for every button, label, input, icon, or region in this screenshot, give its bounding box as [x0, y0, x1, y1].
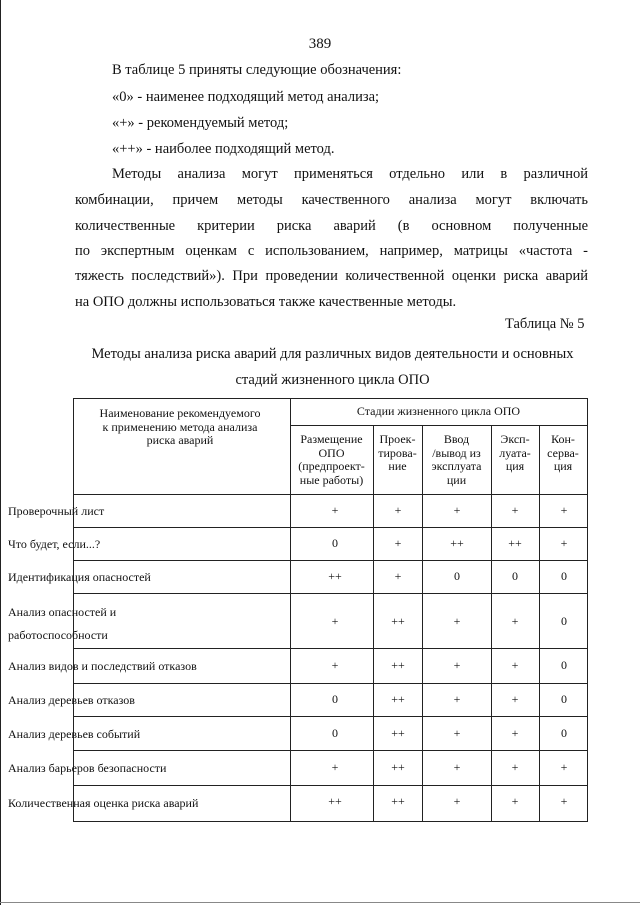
- scan-left-edge: [0, 0, 1, 905]
- method-name: Анализ видов и последствий отказов: [8, 659, 197, 673]
- stage-header-line: /вывод из: [432, 445, 481, 460]
- rating-cell: 0: [561, 692, 567, 706]
- table-hline: [74, 716, 587, 717]
- paragraph-line: Методы анализа могут применяться отдельно или в различной: [112, 166, 588, 182]
- rating-cell: 0: [454, 569, 460, 583]
- rating-cell: +: [331, 614, 339, 628]
- rating-cell: 0: [332, 536, 338, 550]
- rating-cell: +: [511, 614, 519, 628]
- rating-cell: +: [394, 536, 402, 550]
- stage-header-placement: [290, 433, 373, 487]
- table-title: Методы анализа риска аварий для различных видов деятельности и основных: [91, 346, 574, 362]
- stage-header-operation: [491, 433, 539, 474]
- method-name: работоспособности: [8, 628, 108, 642]
- stage-header-line: ние: [388, 459, 407, 473]
- rating-cell: 0: [332, 692, 338, 706]
- table-label: Таблица № 5: [505, 316, 585, 332]
- corner-header-line: к применению метода анализа: [102, 419, 258, 434]
- method-name: Проверочный лист: [8, 504, 105, 518]
- table-hline: [74, 750, 587, 751]
- rating-cell: ++: [450, 536, 464, 550]
- stage-header-line: Ввод: [443, 432, 470, 446]
- table-hline: [74, 560, 587, 561]
- group-header: Стадии жизненного цикла ОПО: [356, 404, 521, 418]
- corner-header: [80, 407, 280, 448]
- stage-header-line: ция: [505, 459, 525, 473]
- stage-header-line: эксплуата: [431, 459, 482, 473]
- rating-cell: 0: [561, 614, 567, 628]
- rating-cell: ++: [328, 569, 342, 583]
- paragraph-line: тяжесть последствий»). При проведении количественной оценки риска аварий: [75, 268, 588, 284]
- rating-cell: ++: [391, 794, 405, 808]
- rating-cell: 0: [561, 569, 567, 583]
- rating-cell: +: [560, 794, 568, 808]
- paragraph-line: по экспертным оценкам с использованием, например, матрицы «частота -: [75, 243, 588, 259]
- rating-cell: +: [331, 503, 339, 517]
- method-name: Анализ опасностей и: [8, 605, 117, 619]
- rating-cell: +: [511, 503, 519, 517]
- rating-cell: +: [453, 726, 461, 740]
- paragraph-line: количественные критерии риска аварий (в основном полученные: [75, 218, 588, 234]
- table-hline: [74, 494, 587, 495]
- rating-cell: +: [331, 760, 339, 774]
- rating-cell: +: [560, 760, 568, 774]
- rating-cell: +: [511, 726, 519, 740]
- stage-header-conservation: [539, 433, 587, 474]
- rating-cell: +: [511, 658, 519, 672]
- table-hline: [74, 593, 587, 594]
- rating-cell: +: [453, 614, 461, 628]
- stage-header-commissioning: [422, 433, 491, 487]
- intro-line: «+» - рекомендуемый метод;: [112, 115, 289, 131]
- page-number: 389: [308, 36, 332, 52]
- stage-header-line: серва-: [547, 445, 579, 460]
- method-name: Идентификация опасностей: [8, 570, 151, 584]
- scan-bottom-edge: [0, 902, 640, 903]
- table-vline: [539, 425, 540, 821]
- rating-cell: +: [511, 692, 519, 706]
- table-hline: [74, 683, 587, 684]
- method-name: Количественная оценка риска аварий: [8, 796, 199, 810]
- table-title: стадий жизненного цикла ОПО: [235, 372, 430, 388]
- method-name: Что будет, если...?: [8, 537, 101, 551]
- stage-header-line: ции: [446, 472, 467, 487]
- stage-header-line: (предпроект-: [298, 459, 365, 473]
- rating-cell: +: [560, 503, 568, 517]
- stage-header-line: ные работы): [299, 472, 364, 487]
- rating-cell: ++: [508, 536, 522, 550]
- stage-header-line: тирова-: [378, 445, 417, 460]
- rating-cell: ++: [391, 760, 405, 774]
- table-hline: [74, 785, 587, 786]
- rating-cell: +: [560, 536, 568, 550]
- rating-cell: +: [394, 569, 402, 583]
- method-name: Анализ деревьев событий: [8, 727, 141, 741]
- rating-cell: ++: [391, 614, 405, 628]
- table-vline: [491, 425, 492, 821]
- rating-cell: 0: [561, 658, 567, 672]
- table-hline: [74, 527, 587, 528]
- stage-header-line: луата-: [499, 445, 531, 460]
- stage-header-design: [373, 433, 422, 474]
- stage-header-line: Эксп-: [500, 432, 530, 446]
- rating-cell: ++: [391, 658, 405, 672]
- rating-cell: +: [453, 794, 461, 808]
- rating-cell: 0: [512, 569, 518, 583]
- stage-header-line: ОПО: [318, 445, 345, 460]
- corner-header-line: Наименование рекомендуемого: [99, 406, 261, 420]
- rating-cell: +: [394, 503, 402, 517]
- rating-cell: +: [511, 760, 519, 774]
- method-name: Анализ деревьев отказов: [8, 693, 135, 707]
- rating-cell: 0: [561, 726, 567, 740]
- table-hline: [290, 425, 587, 426]
- paragraph-line: комбинации, причем методы качественного анализа могут включать: [75, 192, 588, 208]
- paragraph-line: на ОПО должны использоваться также качественные методы.: [75, 294, 457, 310]
- rating-cell: ++: [328, 794, 342, 808]
- table-vline: [373, 425, 374, 821]
- rating-cell: +: [453, 692, 461, 706]
- rating-cell: +: [331, 658, 339, 672]
- rating-cell: ++: [391, 726, 405, 740]
- intro-line: «0» - наименее подходящий метод анализа;: [112, 89, 380, 105]
- table-hline: [74, 648, 587, 649]
- intro-line: В таблице 5 приняты следующие обозначения:: [112, 62, 402, 78]
- stage-header-line: Проек-: [379, 432, 416, 446]
- rating-cell: +: [453, 503, 461, 517]
- rating-cell: +: [453, 760, 461, 774]
- corner-header-line: риска аварий: [146, 433, 214, 447]
- rating-cell: 0: [332, 726, 338, 740]
- stage-header-line: Размещение: [300, 432, 363, 446]
- intro-line: «++» - наиболее подходящий метод.: [112, 141, 335, 157]
- stage-header-line: ция: [553, 459, 573, 473]
- method-name: Анализ барьеров безопасности: [8, 761, 167, 775]
- rating-cell: ++: [391, 692, 405, 706]
- rating-cell: +: [453, 658, 461, 672]
- rating-cell: +: [511, 794, 519, 808]
- stage-header-line: Кон-: [551, 432, 575, 446]
